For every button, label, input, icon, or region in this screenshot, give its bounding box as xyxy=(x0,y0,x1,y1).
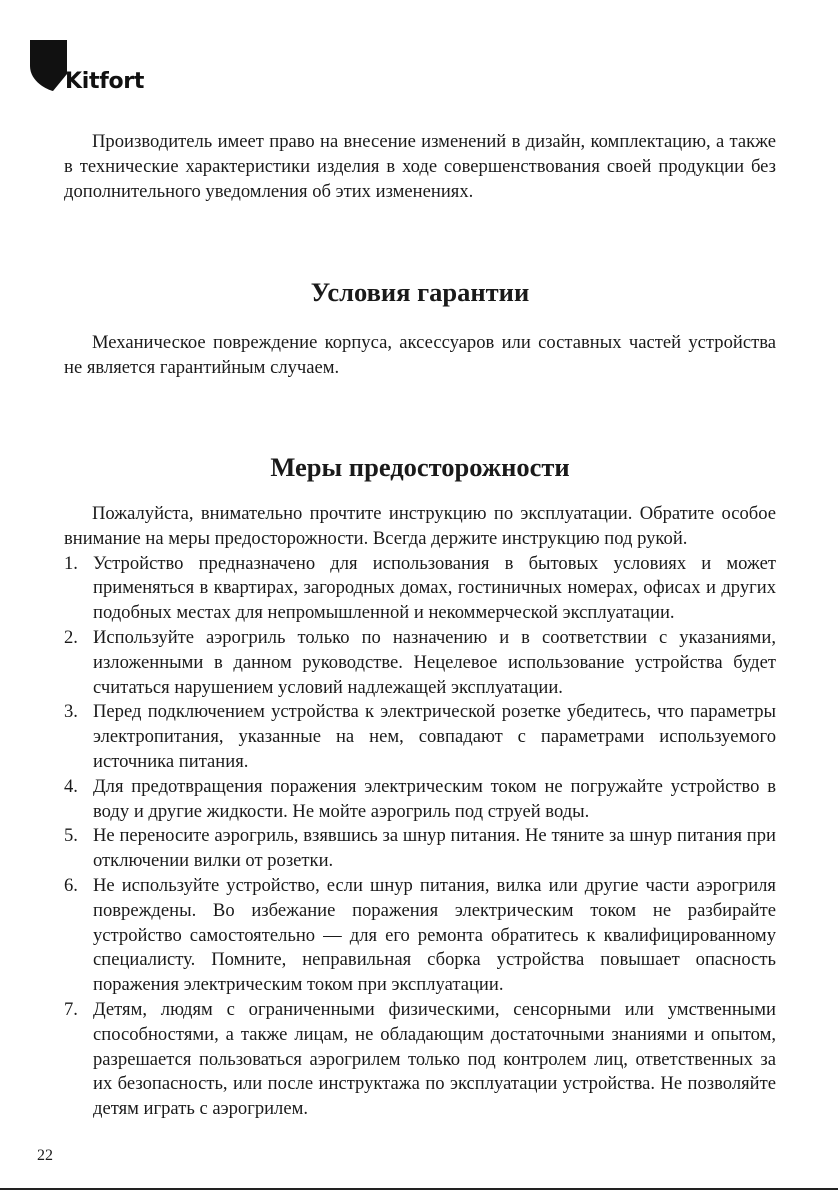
page-content xyxy=(64,130,776,1122)
intro-paragraph: Производитель имеет право на внесение изменений в дизайн, комплектацию, а также в технические характеристики изделия в ходе совершенствования своей продукции без дополнительного уведомления об этих изменениях. xyxy=(64,131,776,202)
list-item-number: 4. xyxy=(64,775,78,797)
warranty-paragraph: Механическое повреждение корпуса, аксессуаров или составных частей устройства не является гарантийным случаем. xyxy=(64,332,776,379)
list-item xyxy=(64,998,776,1122)
list-item-number: 7. xyxy=(64,998,78,1020)
safety-rules-list xyxy=(64,552,776,1122)
list-item-text: Для предотвращения поражения электрическим током не погружайте устройство в воду и другие жидкости. Не мойте аэрогриль под струей воды. xyxy=(93,775,776,822)
safety-heading: Меры предосторожности xyxy=(270,451,570,482)
brand-name: Kitfort xyxy=(65,69,145,94)
kitfort-logo xyxy=(30,40,170,100)
list-item-number: 5. xyxy=(64,825,78,847)
list-item-text: Не используйте устройство, если шнур питания, вилка или другие части аэрогриля повреждены. Во избежание поражения электрическим током не разбирайте устройство самостоятельно — для его ремонта обратитесь к квалифицированному специалисту. Помните, неправильная сборка устройства повышает опасность поражения электрическим током при эксплуатации. xyxy=(93,874,776,996)
list-item-text: Перед подключением устройства к электрической розетке убедитесь, что параметры электропитания, указанные на нем, совпадают с параметрами используемого источника питания. xyxy=(93,701,776,772)
list-item xyxy=(64,626,776,700)
list-item-number: 3. xyxy=(64,701,78,723)
list-item-number: 6. xyxy=(64,874,78,896)
list-item-text: Детям, людям с ограниченными физическими, сенсорными или умственными способностями, а также лицам, не обладающим достаточными знаниями и опытом, разрешается пользоваться аэрогрилем только под контролем лиц, ответственных за их безопасность, или после инструктажа по эксплуатации устройства. Не позволяйте детям играть с аэрогрилем. xyxy=(93,998,776,1120)
bottom-divider xyxy=(0,1188,838,1190)
list-item xyxy=(64,700,776,774)
list-item xyxy=(64,874,776,998)
kitfort-logo-icon xyxy=(30,40,70,92)
list-item-number: 2. xyxy=(64,626,78,648)
safety-intro-paragraph: Пожалуйста, внимательно прочтите инструкцию по эксплуатации. Обратите особое внимание на меры предосторожности. Всегда держите инструкцию под рукой. xyxy=(64,502,776,549)
list-item-number: 1. xyxy=(64,552,78,574)
list-item xyxy=(64,775,776,825)
list-item-text: Не переносите аэрогриль, взявшись за шнур питания. Не тяните за шнур питания при отключении вилки от розетки. xyxy=(93,825,776,872)
page-number: 22 xyxy=(37,1147,53,1164)
warranty-heading: Условия гарантии xyxy=(310,277,530,308)
list-item-text: Устройство предназначено для использования в бытовых условиях и может применяться в квартирах, загородных домах, гостиничных номерах, офисах и других подобных местах для непромышленной и некоммерческой эксплуатации. xyxy=(93,552,776,624)
list-item-text: Используйте аэрогриль только по назначению и в соответствии с указаниями, изложенными в данном руководстве. Нецелевое использование устройства будет считаться нарушением условий надлежащей эксплуатации. xyxy=(93,626,776,698)
list-item xyxy=(64,552,776,626)
list-item xyxy=(64,824,776,874)
